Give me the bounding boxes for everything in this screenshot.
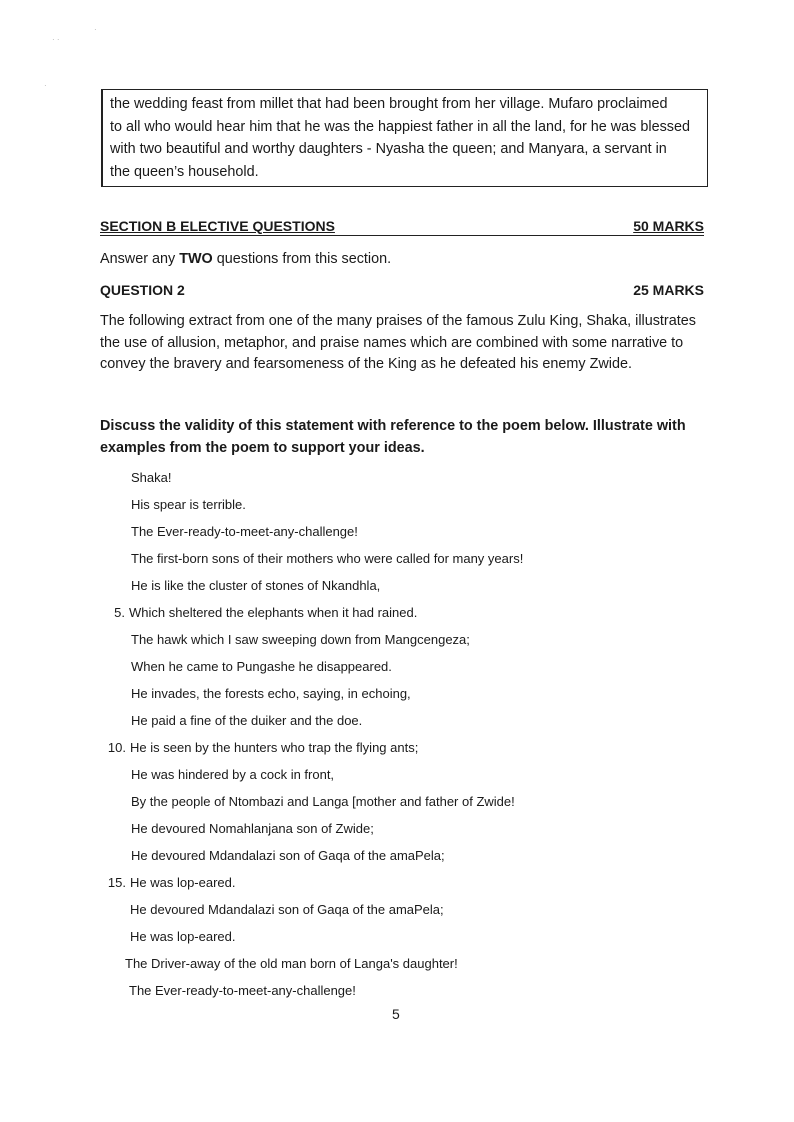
poem-line: Shaka!: [131, 470, 172, 485]
poem-line: He invades, the forests echo, saying, in echoing,: [131, 686, 411, 701]
section-marks: 50 MARKS: [633, 218, 704, 234]
poem-line-number: 15.: [107, 875, 126, 890]
extract-line: to all who would hear him that he was the happiest father in all the land, for he was blessed: [110, 118, 690, 135]
scan-speck: ·: [44, 81, 47, 90]
extract-line: the queen’s household.: [110, 163, 259, 180]
extract-line: with two beautiful and worthy daughters - Nyasha the queen; and Manyara, a servant in: [110, 141, 667, 157]
instruction-text: Answer any: [100, 251, 180, 267]
poem-line: He was lop-eared.: [130, 875, 236, 890]
poem-line: The Ever-ready-to-meet-any-challenge!: [129, 983, 356, 998]
poem-line-number: 5.: [114, 605, 125, 620]
poem-line: The Driver-away of the old man born of Langa's daughter!: [125, 956, 458, 971]
extract-line: the wedding feast from millet that had been brought from her village. Mufaro proclaimed: [110, 96, 668, 112]
poem-line: The Ever-ready-to-meet-any-challenge!: [131, 524, 358, 539]
poem-line: He devoured Nomahlanjana son of Zwide;: [131, 821, 374, 836]
poem-line: The first-born sons of their mothers who were called for many years!: [131, 551, 524, 566]
poem-line: He devoured Mdandalazi son of Gaqa of the amaPela;: [131, 848, 445, 863]
poem-line: Which sheltered the elephants when it had rained.: [129, 605, 418, 620]
poem-line: He is seen by the hunters who trap the flying ants;: [130, 740, 419, 755]
question-title: QUESTION 2: [100, 282, 185, 298]
instruction-text: questions from this section.: [212, 251, 392, 267]
question-intro: The following extract from one of the many praises of the famous Zulu King, Shaka, illustrates the use of allusion, metaphor, and praise names which are combined with some narrative to convey the bravery and fearsomeness of the King as he defeated his enemy Zwide.: [100, 313, 696, 372]
poem-line: He is like the cluster of stones of Nkandhla,: [131, 578, 381, 593]
poem-line: His spear is terrible.: [131, 497, 246, 512]
question-task: Discuss the validity of this statement with reference to the poem below. Illustrate with examples from the poem to support your ideas.: [100, 418, 686, 456]
poem-line: He was hindered by a cock in front,: [131, 767, 335, 782]
scan-speck: · ·: [52, 35, 60, 44]
question-marks: 25 MARKS: [633, 282, 704, 298]
section-title: SECTION B ELECTIVE QUESTIONS: [100, 218, 335, 234]
poem-line: He was lop-eared.: [130, 929, 236, 944]
poem-line: By the people of Ntombazi and Langa [mother and father of Zwide!: [131, 794, 515, 809]
page-number: 5: [392, 1006, 400, 1022]
poem-line: When he came to Pungashe he disappeared.: [131, 659, 392, 674]
poem-line: He paid a fine of the duiker and the doe.: [131, 713, 363, 728]
poem-line: The hawk which I saw sweeping down from Mangcengeza;: [131, 632, 470, 647]
scan-speck: ·: [94, 25, 97, 34]
poem-line-number: 10.: [107, 740, 126, 755]
poem-line: He devoured Mdandalazi son of Gaqa of the amaPela;: [130, 902, 444, 917]
instruction-emphasis: TWO: [179, 251, 213, 267]
